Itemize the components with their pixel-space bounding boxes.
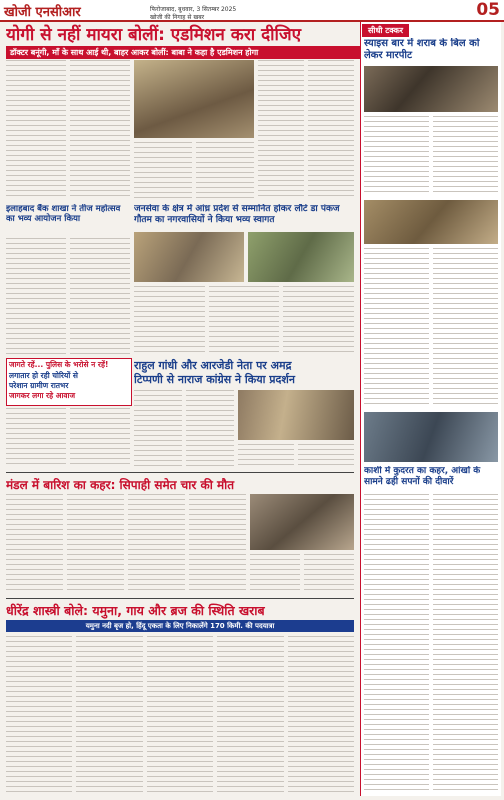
- story5-text: [134, 390, 234, 468]
- lead-text-mid: [134, 142, 254, 200]
- divider-2: [6, 598, 354, 599]
- date-line: फिरोजाबाद, बुधवार, 3 सितम्बर 2025: [150, 6, 237, 13]
- lead-photo: [134, 60, 254, 138]
- story6-photo: [250, 494, 354, 550]
- lead-headline: योगी से नहीं मायरा बोलीं: एडमिशन करा दीजिए: [6, 25, 301, 45]
- story6-headline: मंडल में बारिश का कहर: सिपाही समेत चार की मौत: [6, 478, 235, 492]
- sidebar-photo-3: [364, 412, 498, 462]
- lead-text-right: [258, 60, 354, 200]
- sidebar-headline-2: काशी में कुदरत का कहर, आंखों के सामने ढही सपनों की दीवारें: [364, 466, 481, 487]
- sidebar-text-2: [364, 248, 498, 408]
- story5-headline-2: टिप्पणी से नाराज कांग्रेस ने किया प्रदर्शन: [134, 373, 295, 386]
- lead-subheadline: डॉक्टर बनूंगी, माँ के साथ आई थी, बाहर आकर बोलीं: बाबा ने कहा है एडमिशन होगा: [6, 46, 360, 59]
- lead-text-left: [6, 60, 130, 200]
- story3-headline: जनसेवा के क्षेत्र में आंध्र प्रदेश से सम्मानित होकर लौटे डा पंकज गौतम का नगरवासियों ने किया भव्य स्वागत: [134, 204, 340, 225]
- tagline: खोजी की निगाह से खबर: [150, 14, 205, 21]
- story4-headline-box: [6, 358, 132, 406]
- story5-text-2: [238, 444, 354, 468]
- divider: [6, 472, 354, 473]
- story2-headline: इलाहबाद बैंक शाखा ने तीज महोत्सव का भव्य आयोजन किया: [6, 204, 121, 224]
- story3-photo-1: [134, 232, 244, 282]
- story7-text: [6, 636, 354, 794]
- story4-line1: जागते रहें... पुलिस के भरोसे न रहें!: [9, 360, 109, 369]
- sidebar-tag: सीधी टक्कर: [362, 24, 409, 37]
- story3-photo-2: [248, 232, 354, 282]
- sidebar-headline: स्याइस बार में शराब के बिल को लेकर मारपीट: [364, 38, 480, 61]
- story4-line4: जागकर लगा रहे आवाज: [9, 391, 76, 400]
- sidebar-photo-1: [364, 66, 498, 112]
- story4-line3: परेशान ग्रामीण रातभर: [9, 381, 69, 390]
- sidebar-photo-2: [364, 200, 498, 244]
- story7-headline: धीरेंद्र शास्त्री बोले: यमुना, गाय और ब्रज की स्थिति खराब: [6, 603, 265, 618]
- story5-headline-1: राहुल गांधी और आरजेडी नेता पर अमद्र: [134, 359, 292, 372]
- masthead-date: [150, 5, 410, 21]
- story6-text: [6, 494, 246, 594]
- story6-text-2: [250, 554, 354, 594]
- sidebar-text-1: [364, 116, 498, 196]
- story4-text: [6, 408, 130, 468]
- story2-text: [6, 238, 130, 356]
- story4-line2: लगातार हो रही चोरियों से: [9, 371, 78, 380]
- newspaper-name: खोजी एनसीआर: [4, 5, 81, 20]
- page-number: 05: [476, 0, 500, 20]
- sidebar-text-3: [364, 494, 498, 794]
- story3-text: [134, 286, 354, 356]
- story7-subheadline: यमुना नदी बृज हो, हिंदू एकता के लिए निकालेंगे 170 किमी. की पदयात्रा: [6, 620, 354, 632]
- story5-photo: [238, 390, 354, 440]
